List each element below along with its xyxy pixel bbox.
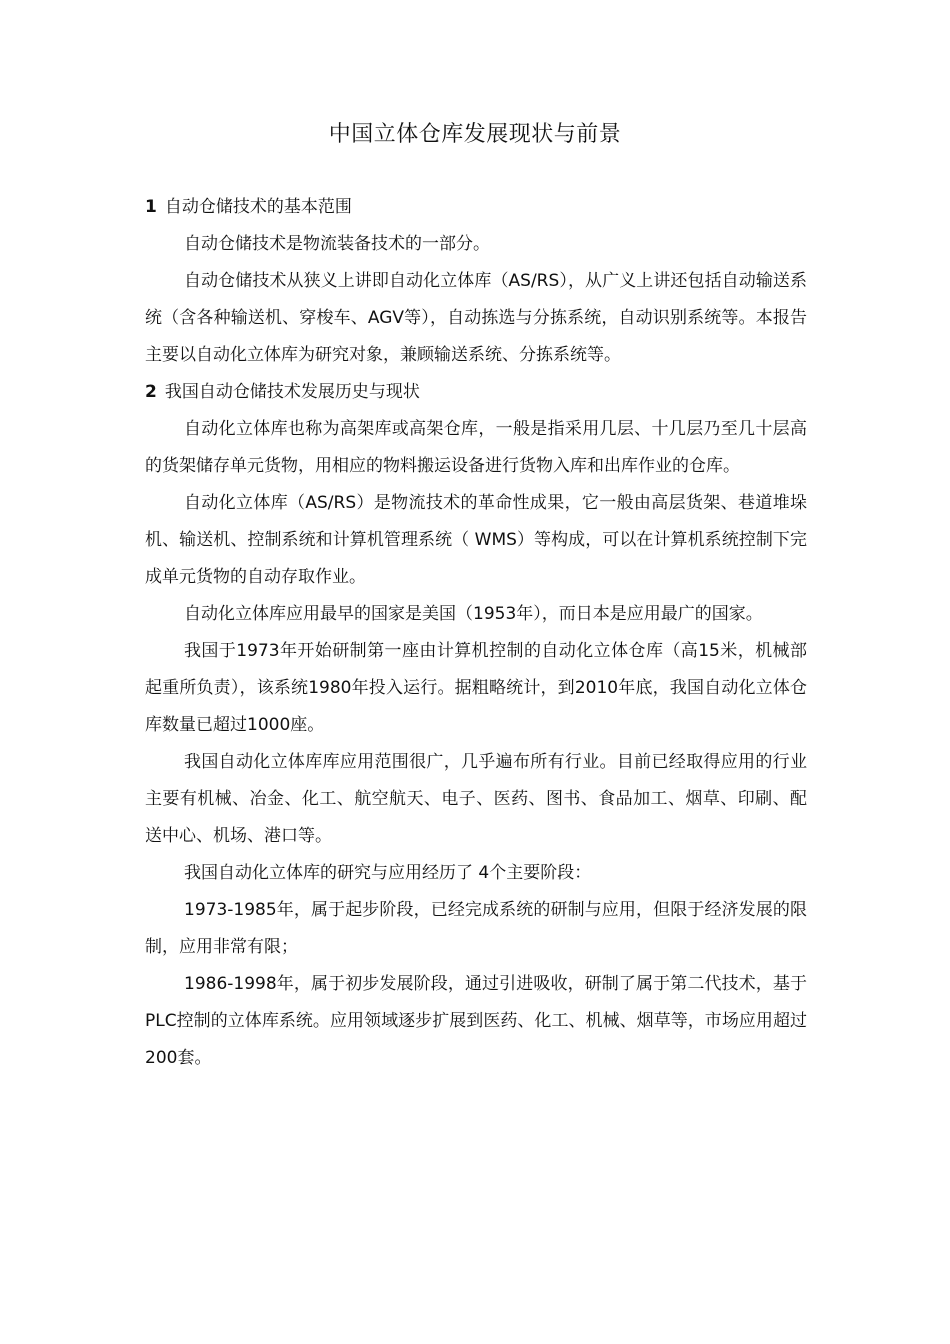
paragraph: 自动化立体库也称为高架库或高架仓库，一般是指采用几层、十几层乃至几十层高的货架储存单元货物，用相应的物料搬运设备进行货物入库和出库作业的仓库。 — [145, 419, 807, 476]
section-heading — [145, 374, 807, 411]
paragraph: 自动仓储技术从狭义上讲即自动化立体库（AS/RS），从广义上讲还包括自动输送系统（含各种输送机、穿梭车、AGV等），自动拣选与分拣系统，自动识别系统等。本报告主要以自动化立体库为研究对象，兼顾输送系统、分拣系统等。 — [145, 271, 807, 365]
paragraph: 我国于1973年开始研制第一座由计算机控制的自动化立体仓库（高15米，机械部起重所负责），该系统1980年投入运行。据粗略统计，到2010年底，我国自动化立体仓库数量已超过1000座。 — [145, 641, 807, 735]
paragraph: 我国自动化立体库库应用范围很广，几乎遍布所有行业。目前已经取得应用的行业主要有机械、冶金、化工、航空航天、电子、医药、图书、食品加工、烟草、印刷、配送中心、机场、港口等。 — [145, 752, 807, 846]
section-heading-text: 我国自动仓储技术发展历史与现状 — [164, 382, 420, 402]
section-heading-text: 自动仓储技术的基本范围 — [164, 197, 352, 217]
paragraph: 自动化立体库（AS/RS）是物流技术的革命性成果，它一般由高层货架、巷道堆垛机、输送机、控制系统和计算机管理系统（ WMS）等构成，可以在计算机系统控制下完成单元货物的自动存取作业。 — [145, 493, 807, 587]
section-number: 2 — [145, 382, 157, 402]
paragraph: 自动仓储技术是物流装备技术的一部分。 — [184, 234, 490, 254]
paragraph: 1973-1985年，属于起步阶段，已经完成系统的研制与应用，但限于经济发展的限制，应用非常有限； — [145, 900, 807, 957]
paragraph: 1986-1998年，属于初步发展阶段，通过引进吸收，研制了属于第二代技术，基于PLC控制的立体库系统。应用领域逐步扩展到医药、化工、机械、烟草等，市场应用超过200套。 — [145, 974, 807, 1068]
paragraph: 我国自动化立体库的研究与应用经历了 4个主要阶段： — [184, 863, 592, 883]
section-heading — [145, 189, 807, 226]
document-title: 中国立体仓库发展现状与前景 — [328, 122, 622, 147]
section-number: 1 — [145, 197, 157, 217]
paragraph: 自动化立体库应用最早的国家是美国（1953年），而日本是应用最广的国家。 — [184, 604, 763, 624]
document-body — [145, 189, 807, 1077]
